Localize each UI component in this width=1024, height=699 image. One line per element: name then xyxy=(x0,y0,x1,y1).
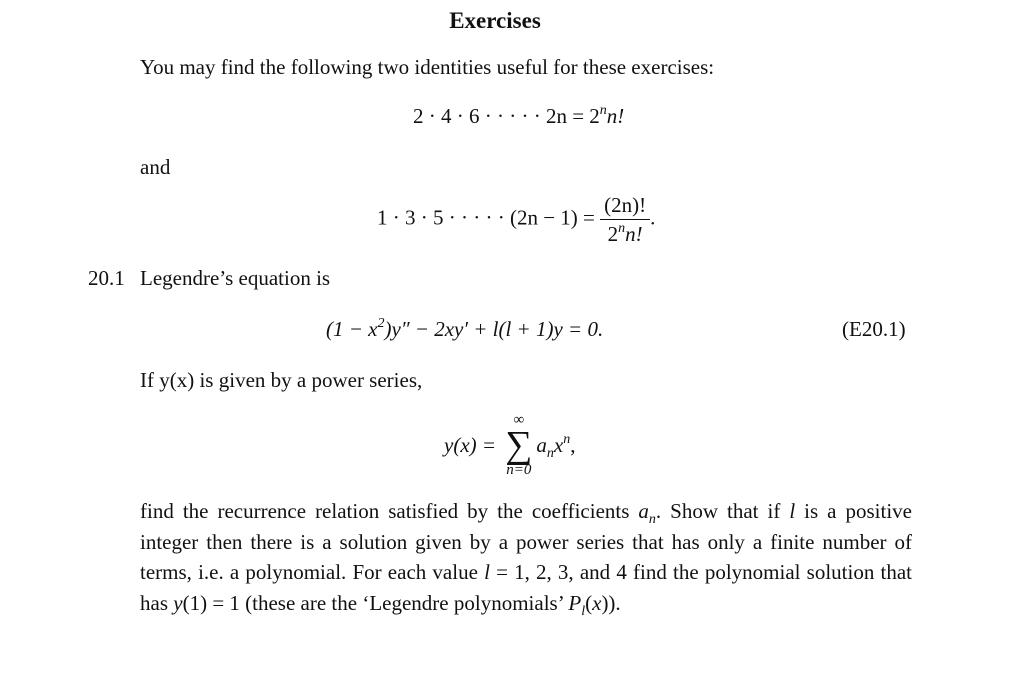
identity-2-denominator xyxy=(600,220,650,248)
variable-x: x xyxy=(592,590,602,615)
coefficient-sub: n xyxy=(648,512,656,527)
identity-1 xyxy=(413,101,624,131)
identity-2-den-tail: n! xyxy=(625,222,643,246)
paragraph-text-2: . Show that if xyxy=(655,499,790,523)
power-series-intro: If y(x) is given by a power series, xyxy=(140,368,423,392)
identity-1-rhs-base: 2 xyxy=(589,104,600,128)
series-term-sub: n xyxy=(546,446,554,461)
power-series-equation xyxy=(444,412,575,478)
identity-2-period: . xyxy=(650,205,656,230)
series-comma: , xyxy=(570,433,576,457)
and-text: and xyxy=(140,155,171,179)
paragraph-text-6: ( xyxy=(585,590,593,615)
identity-2 xyxy=(377,191,655,248)
summation-lower: n=0 xyxy=(506,462,532,478)
sigma-icon: ∑ xyxy=(505,424,533,466)
series-term-exp: n xyxy=(563,432,571,447)
summation-symbol xyxy=(505,412,532,478)
paragraph-text-5: (1) = 1 (these are the ‘Legendre polynomials’ xyxy=(182,590,569,615)
exercise-number: 20.1 xyxy=(88,266,125,290)
equation-label: (E20.1) xyxy=(842,317,906,341)
equation-part-2: )y″ − 2xy′ + l(l + 1)y = 0. xyxy=(384,317,604,341)
variable-l-2: l xyxy=(484,560,490,584)
identity-2-den-exp: n xyxy=(618,221,626,236)
paragraph-text-1: find the recurrence relation satisfied by the coefficients xyxy=(140,499,639,523)
variable-l-1: l xyxy=(789,499,796,523)
coefficient-a: a xyxy=(638,499,649,523)
equation-square: 2 xyxy=(377,316,385,331)
intro-text: You may find the following two identities useful for these exercises: xyxy=(140,55,715,79)
equation-part-1: (1 − x xyxy=(326,317,378,341)
exercise-statement: Legendre’s equation is xyxy=(140,266,331,290)
polynomial-p: P xyxy=(568,590,582,615)
summation-upper: ∞ xyxy=(513,412,525,428)
identity-2-lhs: 1 · 3 · 5 · · · · · (2n − 1) xyxy=(377,205,578,230)
identity-1-lhs: 2 · 4 · 6 · · · · · 2n xyxy=(413,104,567,128)
exercise-paragraph xyxy=(140,496,912,618)
series-lhs: y(x) = xyxy=(444,433,497,457)
identity-1-equals: = xyxy=(572,104,585,128)
paragraph-text-3: is a positive integer then there is a solution given by a power series that has only a finite number of terms, i.e. a polynomial. For each value xyxy=(140,499,912,584)
paragraph-text-4: = 1, 2, 3, and 4 find the polynomial solution that has xyxy=(140,560,912,615)
paragraph-text-7: )). xyxy=(601,590,621,615)
heading: Exercises xyxy=(449,8,541,33)
legendre-equation xyxy=(326,314,603,344)
condition-y: y xyxy=(173,590,183,615)
identity-1-rhs-exp: n xyxy=(599,103,607,118)
identity-1-rhs-tail: n! xyxy=(606,104,625,128)
polynomial-sub: l xyxy=(581,603,586,619)
series-term xyxy=(536,432,571,461)
series-term-a: a xyxy=(536,433,547,457)
identity-2-equals: = xyxy=(583,205,595,230)
identity-2-den-base: 2 xyxy=(607,222,619,246)
series-term-x: x xyxy=(553,433,564,457)
identity-2-numerator: (2n)! xyxy=(600,191,650,220)
identity-2-fraction xyxy=(600,191,650,248)
